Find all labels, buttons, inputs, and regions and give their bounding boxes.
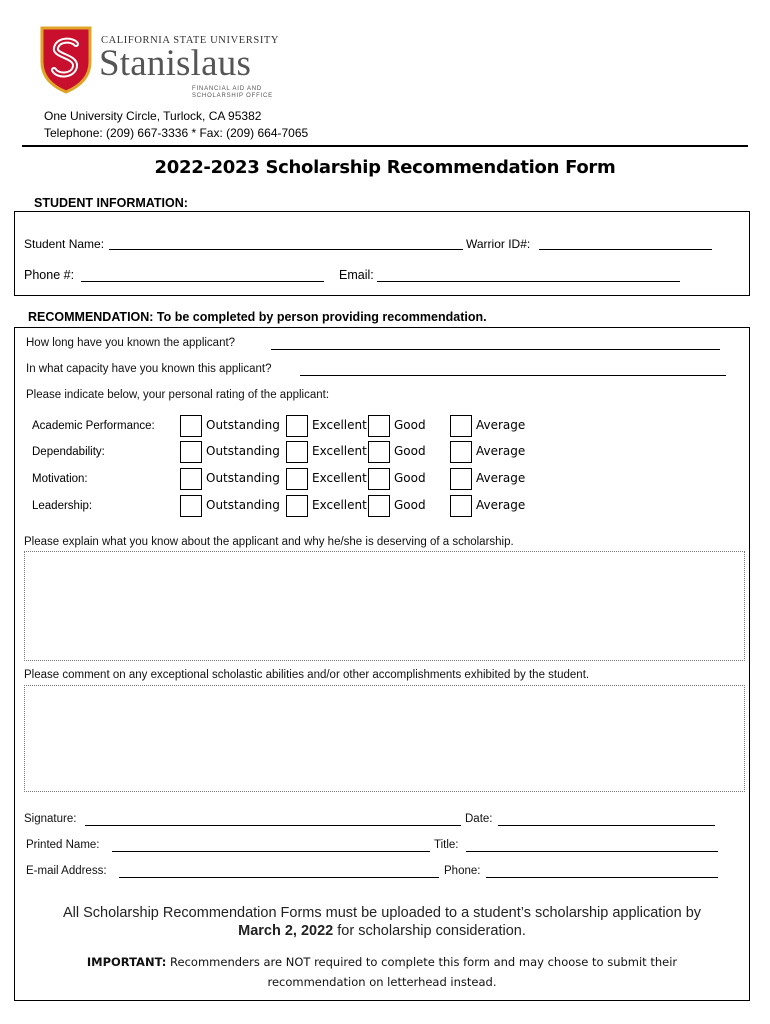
logo-department-line1: FINANCIAL AID AND: [192, 86, 263, 92]
rating-category-academic-performance: Academic Performance:: [32, 420, 155, 432]
warrior-id-field[interactable]: [539, 249, 712, 250]
signature-field[interactable]: [85, 825, 461, 826]
important-label: IMPORTANT:: [86, 955, 167, 969]
known-how-long-label: How long have you known the applicant?: [26, 337, 236, 349]
rating-option-label-average: Average: [476, 444, 526, 458]
rating-option-label-outstanding: Outstanding: [206, 418, 280, 432]
office-address: One University Circle, Turlock, CA 95382: [44, 109, 262, 123]
capacity-label: In what capacity have you known this applicant?: [26, 363, 272, 375]
rating-option-label-good: Good: [394, 498, 426, 512]
printed-name-label: Printed Name:: [26, 839, 100, 851]
rating-instruction: Please indicate below, your personal rating of the applicant:: [26, 389, 330, 401]
deadline-date: March 2, 2022: [238, 923, 334, 939]
rating-option-label-outstanding: Outstanding: [206, 498, 280, 512]
important-text-line1: Recommenders are NOT required to complete this form and may choose to submit their: [166, 955, 678, 969]
checkbox-dependability-excellent[interactable]: [286, 441, 308, 463]
printed-name-field[interactable]: [112, 851, 430, 852]
explain-textarea[interactable]: [24, 551, 745, 661]
upload-notice-line2: [14, 923, 750, 939]
student-email-label: Email:: [339, 268, 374, 282]
checkbox-dependability-average[interactable]: [450, 441, 472, 463]
warrior-id-label: Warrior ID#:: [466, 237, 531, 251]
rating-option-label-excellent: Excellent: [312, 418, 367, 432]
rating-category-dependability: Dependability:: [32, 446, 105, 458]
checkbox-motivation-good[interactable]: [368, 468, 390, 490]
important-text-line2: recommendation on letterhead instead.: [267, 975, 497, 989]
rating-category-leadership: Leadership:: [32, 500, 93, 512]
checkbox-academic-performance-good[interactable]: [368, 415, 390, 437]
logo-department: [192, 86, 273, 100]
important-note-line1: [14, 952, 750, 972]
upload-notice-line1: All Scholarship Recommendation Forms must be uploaded to a student’s scholarship application by: [62, 905, 702, 921]
checkbox-academic-performance-excellent[interactable]: [286, 415, 308, 437]
rating-option-label-excellent: Excellent: [312, 498, 367, 512]
rating-option-label-excellent: Excellent: [312, 444, 367, 458]
checkbox-motivation-excellent[interactable]: [286, 468, 308, 490]
checkbox-leadership-good[interactable]: [368, 495, 390, 517]
university-shield-logo-icon: [38, 24, 94, 94]
checkbox-leadership-outstanding[interactable]: [180, 495, 202, 517]
rating-option-label-outstanding: Outstanding: [206, 444, 280, 458]
logo-university-name: CALIFORNIA STATE UNIVERSITY: [101, 35, 280, 46]
recommender-email-field[interactable]: [119, 877, 439, 878]
checkbox-leadership-excellent[interactable]: [286, 495, 308, 517]
recommender-phone-field[interactable]: [486, 877, 718, 878]
student-name-field[interactable]: [109, 249, 463, 250]
rating-option-label-average: Average: [476, 498, 526, 512]
checkbox-academic-performance-outstanding[interactable]: [180, 415, 202, 437]
date-label: Date:: [465, 813, 493, 825]
comment-prompt: Please comment on any exceptional scholastic abilities and/or other accomplishments exhibited by the student.: [24, 669, 590, 681]
logo-department-line2: SCHOLARSHIP OFFICE: [192, 93, 273, 99]
student-phone-label: Phone #:: [24, 268, 75, 282]
upload-notice-end: for scholarship consideration.: [333, 923, 526, 939]
known-how-long-field[interactable]: [271, 349, 720, 350]
capacity-field[interactable]: [300, 375, 726, 376]
checkbox-motivation-outstanding[interactable]: [180, 468, 202, 490]
signature-label: Signature:: [24, 813, 77, 825]
comment-textarea[interactable]: [24, 685, 745, 792]
explain-prompt: Please explain what you know about the applicant and why he/she is deserving of a scholarship.: [24, 536, 514, 548]
checkbox-leadership-average[interactable]: [450, 495, 472, 517]
rating-option-label-average: Average: [476, 471, 526, 485]
form-title: 2022-2023 Scholarship Recommendation Form: [154, 157, 616, 178]
office-phone-fax: Telephone: (209) 667-3336 * Fax: (209) 664-7065: [44, 126, 309, 140]
date-field[interactable]: [498, 825, 715, 826]
rating-option-label-good: Good: [394, 471, 426, 485]
recommender-phone-label: Phone:: [444, 865, 481, 877]
rating-category-motivation: Motivation:: [32, 473, 88, 485]
rating-option-label-outstanding: Outstanding: [206, 471, 280, 485]
upload-notice: [14, 905, 750, 939]
header-divider: [22, 145, 748, 147]
important-note: [14, 952, 750, 992]
checkbox-dependability-good[interactable]: [368, 441, 390, 463]
checkbox-motivation-average[interactable]: [450, 468, 472, 490]
rating-option-label-average: Average: [476, 418, 526, 432]
title-field[interactable]: [466, 851, 718, 852]
student-email-field[interactable]: [377, 281, 680, 282]
logo-campus-name: Stanislaus: [99, 43, 252, 84]
recommendation-heading: RECOMMENDATION: To be completed by person providing recommendation.: [28, 310, 487, 324]
title-label: Title:: [434, 839, 459, 851]
student-info-box: [14, 211, 750, 296]
student-info-heading: STUDENT INFORMATION:: [34, 196, 188, 210]
checkbox-dependability-outstanding[interactable]: [180, 441, 202, 463]
rating-option-label-good: Good: [394, 444, 426, 458]
rating-option-label-excellent: Excellent: [312, 471, 367, 485]
checkbox-academic-performance-average[interactable]: [450, 415, 472, 437]
student-phone-field[interactable]: [81, 281, 324, 282]
student-name-label: Student Name:: [24, 237, 105, 251]
recommender-email-label: E-mail Address:: [26, 865, 107, 877]
rating-option-label-good: Good: [394, 418, 426, 432]
